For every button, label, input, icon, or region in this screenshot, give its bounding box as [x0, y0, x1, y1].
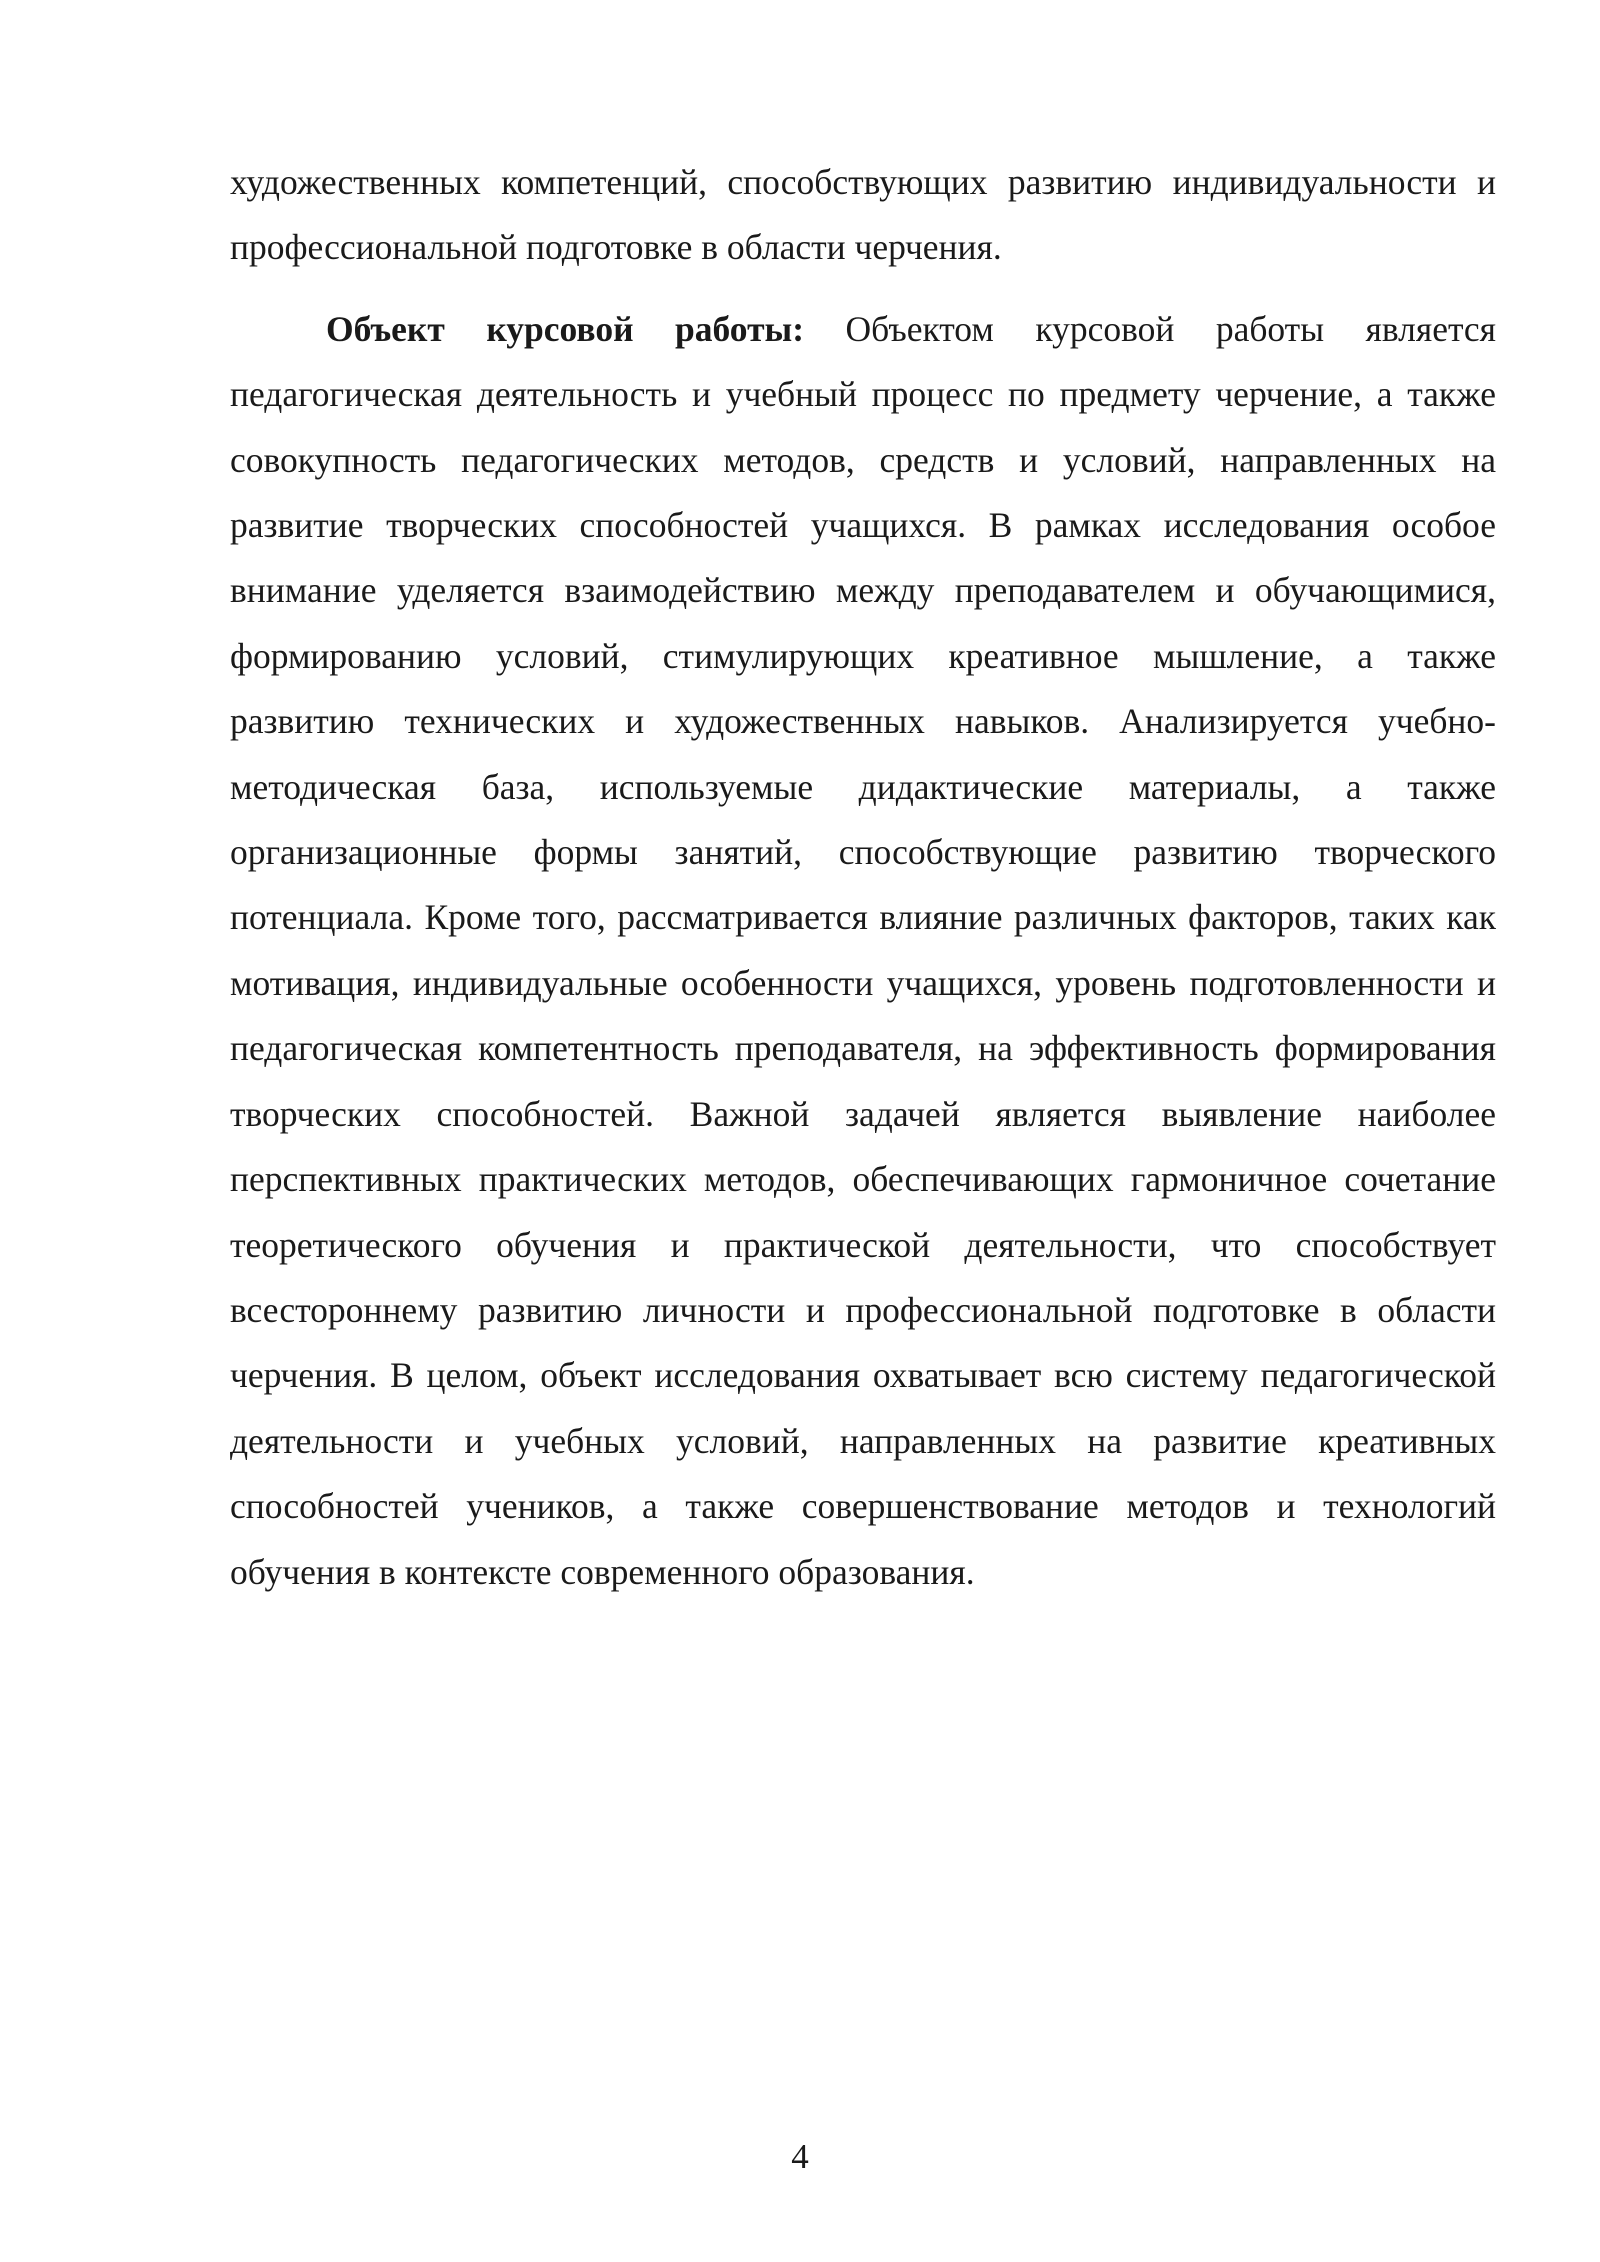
paragraph-text: Объектом курсовой работы является педагогическая деятельность и учебный процесс по предмету черчение, а также совокупность педагогических методов, средств и условий, направленных на развитие творческих способностей учащихся. В рамках исследования особое внимание уделяется взаимодействию между преподавателем и обучающимися, формированию условий, стимулирующих креативное мышление, а также развитию технических и художественных навыков. Анализируется учебно-методическая база, используемые дидактические материалы, а также организационные формы занятий, способствующие развитию творческого потенциала. Кроме того, рассматривается влияние различных факторов, таких как мотивация, индивидуальные особенности учащихся, уровень подготовленности и педагогическая компетентность преподавателя, на эффективность формирования творческих способностей. Важной задачей является выявление наиболее перспективных практических методов, обеспечивающих гармоничное сочетание теоретического обучения и практической деятельности, что способствует всестороннему развитию личности и профессиональной подготовке в области черчения. В целом, объект исследования охватывает всю систему педагогической деятельности и учебных условий, направленных на развитие креативных способностей учеников, а также совершенствование методов и технологий обучения в контексте современного образования. [230, 308, 1496, 1592]
paragraph-continuation [230, 150, 1496, 281]
page-number: 4 [791, 2137, 809, 2176]
body-text [230, 150, 1496, 1605]
paragraph-lead-heading: Объект курсовой работы: [326, 308, 805, 349]
paragraph-text: художественных компетенций, способствующих развитию индивидуальности и профессиональной подготовке в области черчения. [230, 162, 1496, 268]
paragraph-course-object [230, 297, 1496, 1605]
